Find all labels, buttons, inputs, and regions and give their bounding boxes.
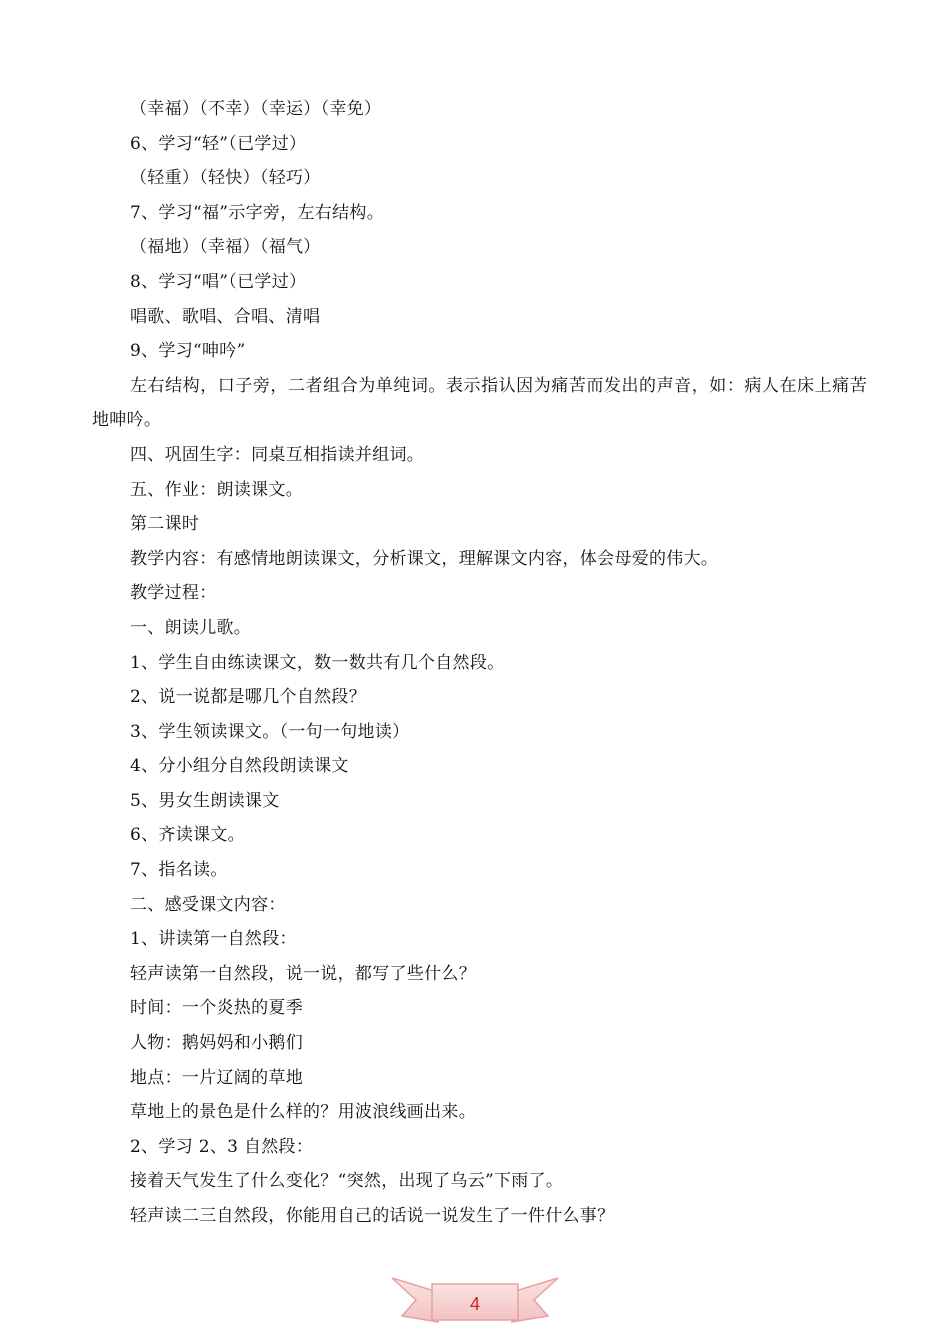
text-line: 7、学习“福”示字旁，左右结构。 xyxy=(130,202,384,223)
text-line: 二、感受课文内容： xyxy=(130,894,286,915)
text-line: 2、学习 2、3 自然段： xyxy=(130,1136,314,1157)
text-paragraph: 左右结构，口子旁，二者组合为单纯词。表示指认因为痛苦而发出的声音，如：病人在床上痛苦地呻吟。 xyxy=(92,375,867,431)
text-line: 唱歌、歌唱、合唱、清唱 xyxy=(130,306,321,327)
text-line: 2、说一说都是哪几个自然段？ xyxy=(130,687,367,708)
text-line: 时间：一个炎热的夏季 xyxy=(130,998,303,1019)
text-line: 9、学习“呻吟” xyxy=(130,341,246,362)
text-line: 8、学习“唱”（已学过） xyxy=(130,271,307,292)
text-line: 第二课时 xyxy=(130,514,200,535)
page-footer xyxy=(390,1270,560,1340)
text-line: 人物：鹅妈妈和小鹅们 xyxy=(130,1033,303,1054)
text-line: 教学过程： xyxy=(130,583,217,604)
text-line: 5、男女生朗读课文 xyxy=(130,790,280,811)
text-line: 轻声读二三自然段，你能用自己的话说一说发生了一件什么事？ xyxy=(130,1206,615,1226)
text-line: 1、讲读第一自然段： xyxy=(130,929,297,950)
text-line: （幸福）（不幸）（幸运）（幸免） xyxy=(130,99,382,119)
text-line: 7、指名读。 xyxy=(130,860,228,881)
text-line: 一、朗读儿歌。 xyxy=(130,617,252,638)
document-body xyxy=(92,92,867,1234)
text-line: 草地上的景色是什么样的？用波浪线画出来。 xyxy=(130,1102,476,1123)
text-line: 地点：一片辽阔的草地 xyxy=(130,1067,303,1088)
page-number: 4 xyxy=(469,1294,480,1314)
text-line: 4、分小组分自然段朗读课文 xyxy=(130,756,349,777)
text-line: 接着天气发生了什么变化？“突然，出现了乌云”下雨了。 xyxy=(130,1171,564,1192)
text-line: 教学内容：有感情地朗读课文，分析课文，理解课文内容，体会母爱的伟大。 xyxy=(130,548,719,569)
text-line: 四、巩固生字：同桌互相指读并组词。 xyxy=(130,444,425,465)
text-line: （福地）（幸福）（福气） xyxy=(130,237,321,258)
text-line: 五、作业：朗读课文。 xyxy=(130,479,303,500)
text-line: 轻声读第一自然段，说一说，都写了些什么？ xyxy=(130,963,476,984)
text-line: 6、齐读课文。 xyxy=(130,825,245,846)
text-line: 1、学生自由练读课文，数一数共有几个自然段。 xyxy=(130,652,505,673)
text-line: （轻重）（轻快）（轻巧） xyxy=(130,168,321,189)
text-line: 6、学习“轻”（已学过） xyxy=(130,133,307,154)
text-line: 3、学生领读课文。（一句一句地读） xyxy=(130,721,410,742)
